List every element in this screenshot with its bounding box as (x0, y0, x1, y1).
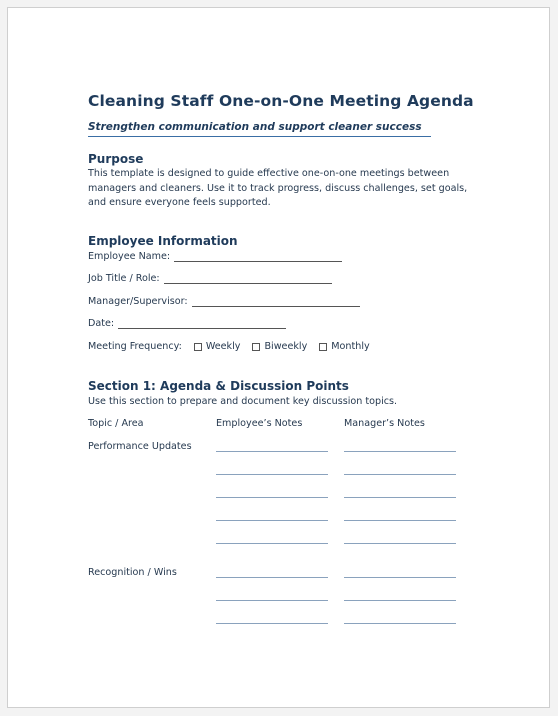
employee-info-heading: Employee Information (88, 234, 238, 248)
frequency-option-weekly[interactable] (194, 341, 241, 352)
job-title-line[interactable] (164, 274, 332, 284)
document-page (7, 7, 550, 708)
section1-intro: Use this section to prepare and document key discussion topics. (88, 396, 398, 407)
job-title-field[interactable] (88, 273, 332, 284)
employee-note-line[interactable] (216, 474, 328, 475)
frequency-option-monthly[interactable] (319, 341, 369, 352)
employee-note-line[interactable] (216, 623, 328, 624)
manager-note-line[interactable] (344, 577, 456, 578)
employee-name-label: Employee Name: (88, 251, 171, 262)
checkbox-icon[interactable] (194, 343, 202, 351)
manager-line[interactable] (192, 297, 360, 307)
manager-note-line[interactable] (344, 600, 456, 601)
agenda-row-topic: Performance Updates (88, 441, 192, 452)
employee-note-line[interactable] (216, 451, 328, 452)
employee-note-line[interactable] (216, 520, 328, 521)
employee-note-line[interactable] (216, 600, 328, 601)
manager-field[interactable] (88, 296, 360, 307)
frequency-option-biweekly[interactable] (252, 341, 307, 352)
employee-name-field[interactable] (88, 251, 342, 262)
employee-name-line[interactable] (174, 252, 342, 262)
employee-note-line[interactable] (216, 543, 328, 544)
agenda-row-topic: Recognition / Wins (88, 567, 177, 578)
manager-note-line[interactable] (344, 474, 456, 475)
employee-note-line[interactable] (216, 577, 328, 578)
job-title-label: Job Title / Role: (88, 273, 160, 284)
section1-heading: Section 1: Agenda & Discussion Points (88, 379, 349, 393)
manager-note-line[interactable] (344, 520, 456, 521)
frequency-option-label: Monthly (331, 341, 370, 352)
purpose-heading: Purpose (88, 152, 144, 166)
manager-note-line[interactable] (344, 497, 456, 498)
manager-note-line[interactable] (344, 451, 456, 452)
frequency-option-label: Biweekly (264, 341, 308, 352)
document-subtitle: Strengthen communication and support cleaner success (88, 121, 431, 137)
date-field[interactable] (88, 318, 286, 329)
manager-note-line[interactable] (344, 623, 456, 624)
checkbox-icon[interactable] (319, 343, 327, 351)
document-title: Cleaning Staff One-on-One Meeting Agenda (88, 92, 474, 110)
column-header-topic: Topic / Area (88, 418, 144, 429)
meeting-frequency-label: Meeting Frequency: (88, 341, 182, 352)
purpose-text: This template is designed to guide effective one-on-one meetings between managers and cleaners. Use it to track progress, discuss challenges, set goals, and ensure everyone feels supported. (88, 168, 468, 208)
checkbox-icon[interactable] (252, 343, 260, 351)
employee-note-line[interactable] (216, 497, 328, 498)
meeting-frequency-field (88, 341, 370, 352)
manager-note-line[interactable] (344, 543, 456, 544)
column-header-manager-notes: Manager’s Notes (344, 418, 425, 429)
date-line[interactable] (118, 319, 286, 329)
frequency-option-label: Weekly (205, 341, 241, 352)
column-header-employee-notes: Employee’s Notes (216, 418, 303, 429)
date-label: Date: (88, 318, 115, 329)
manager-label: Manager/Supervisor: (88, 296, 188, 307)
